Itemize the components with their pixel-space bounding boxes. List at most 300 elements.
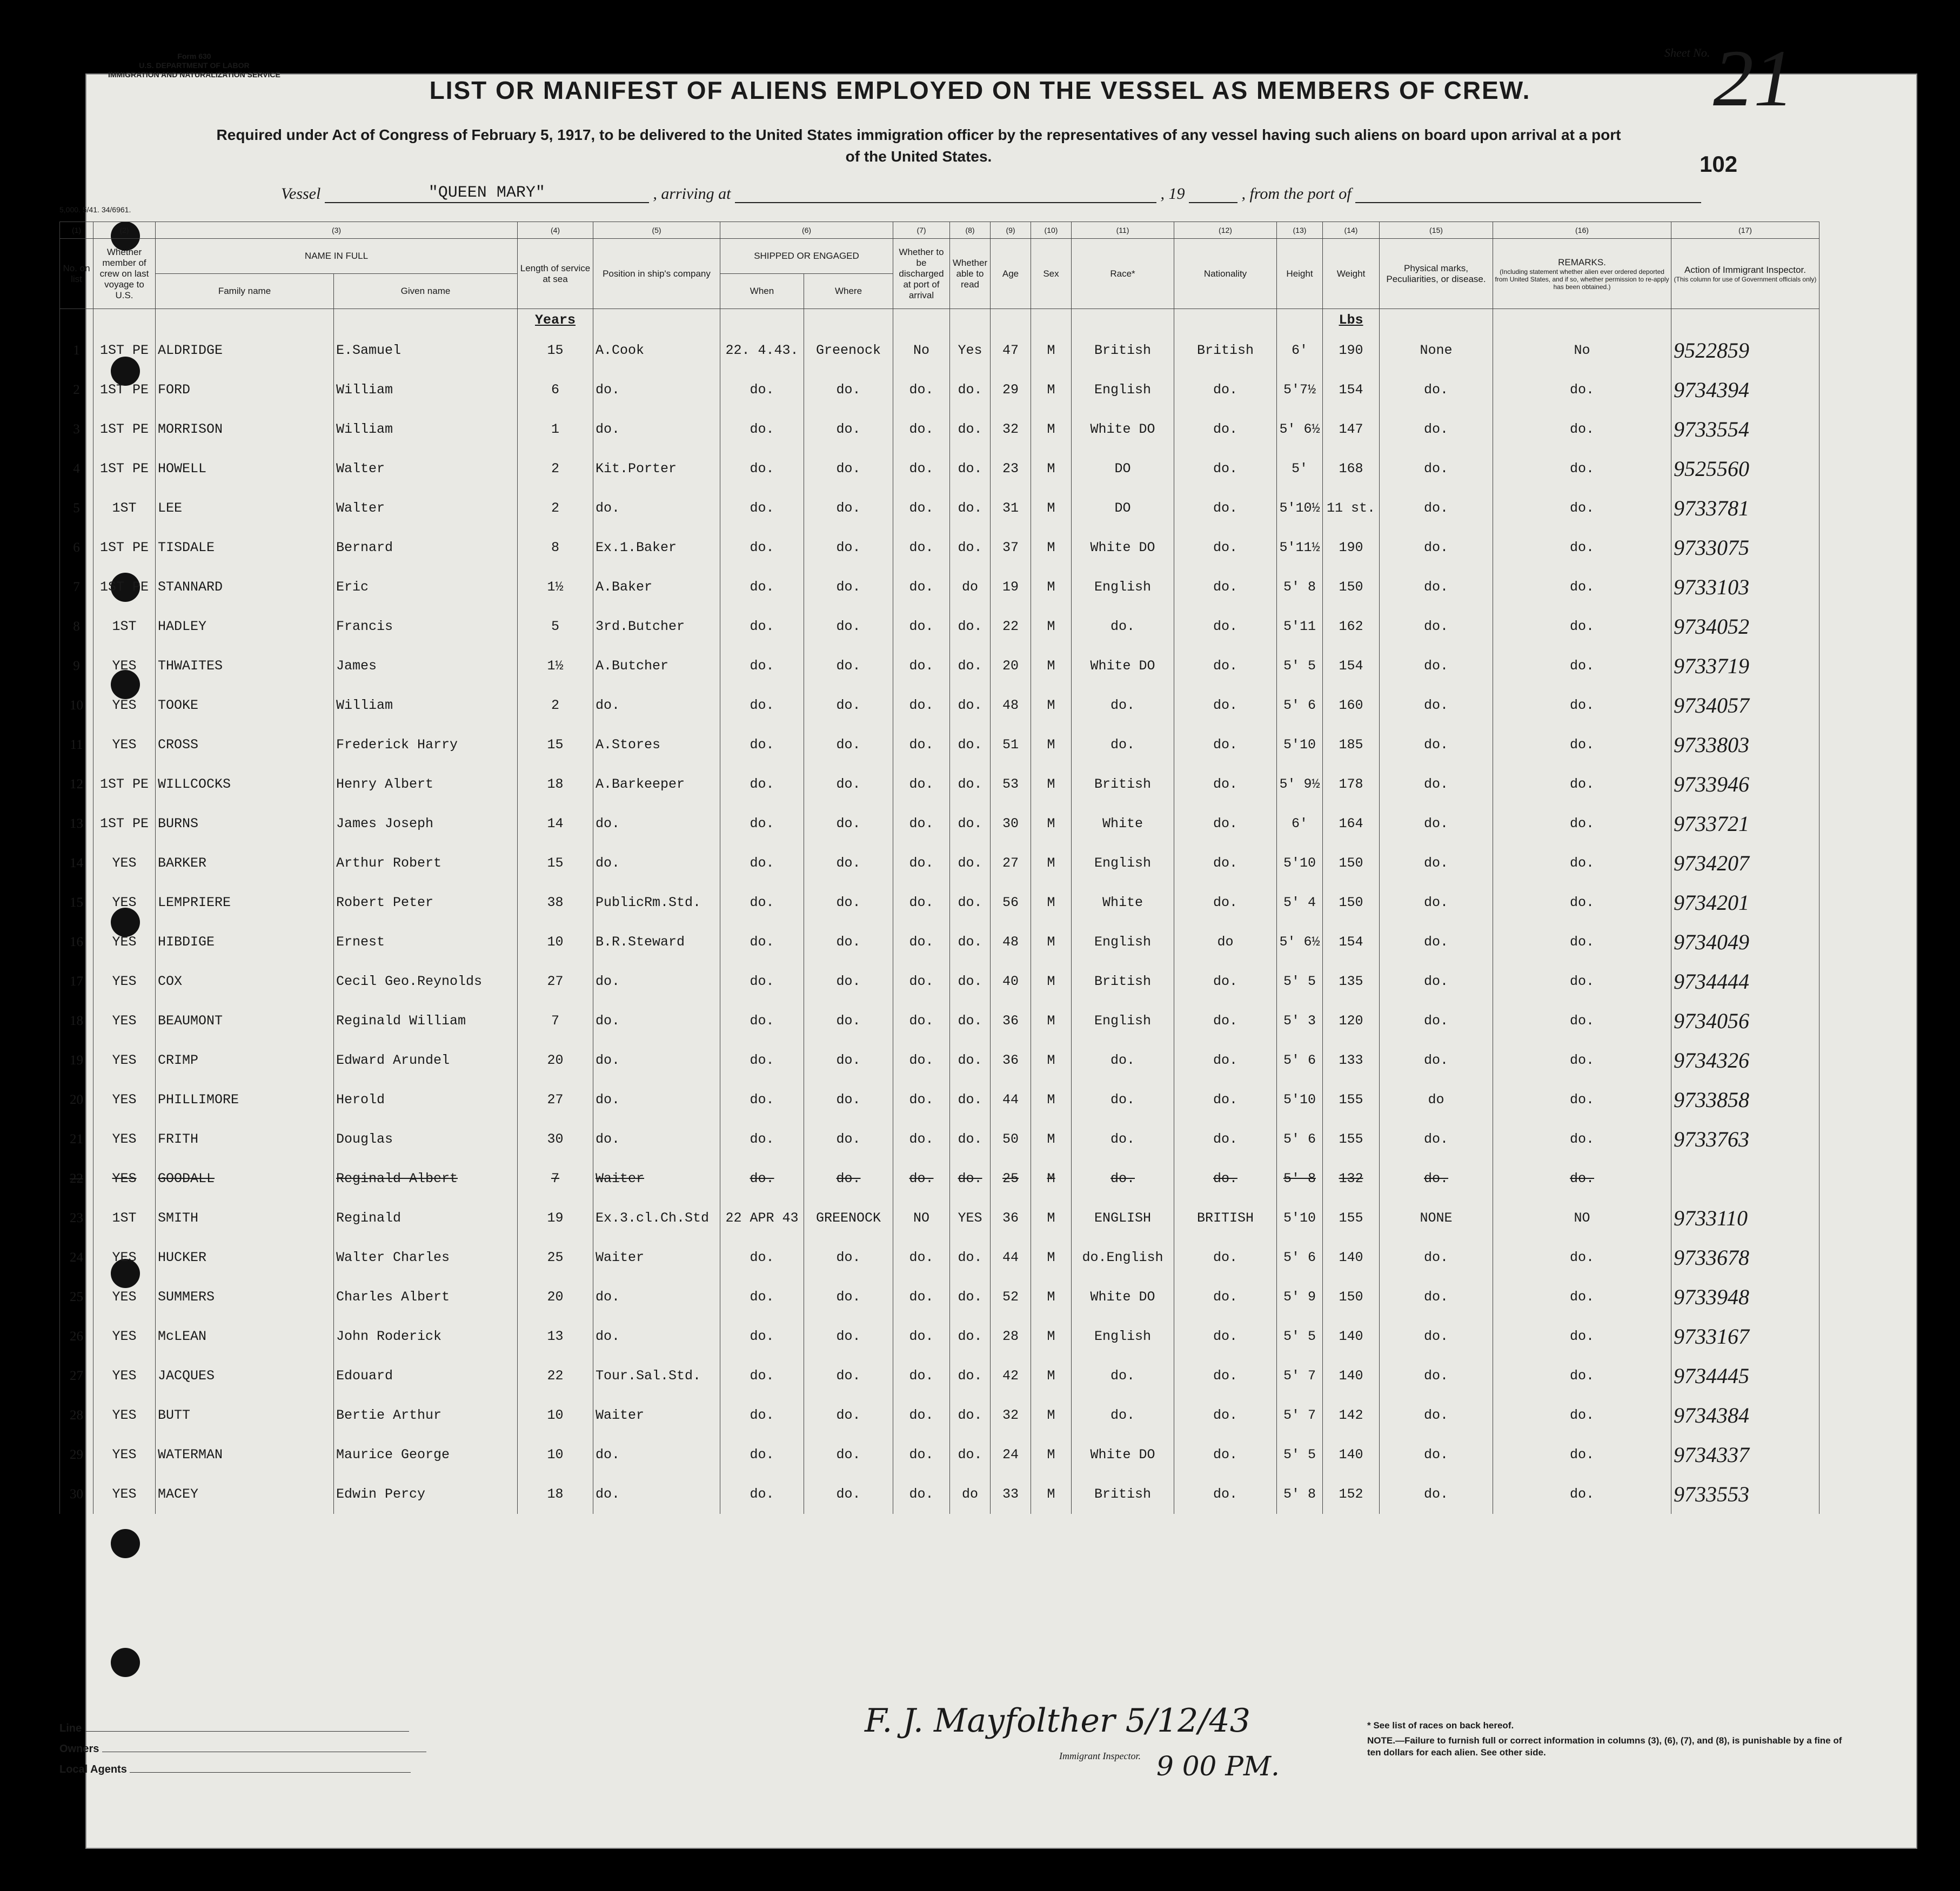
cell-service-years: 15 bbox=[518, 331, 593, 370]
cell-weight: 152 bbox=[1323, 1474, 1380, 1514]
cell-position: do. bbox=[593, 488, 720, 528]
cell-row-number: 30 bbox=[60, 1474, 93, 1514]
cell-discharged: do. bbox=[893, 528, 950, 567]
cell-able-to-read: do. bbox=[950, 686, 991, 725]
cell-age: 25 bbox=[991, 1159, 1031, 1198]
cell-shipped-when: do. bbox=[720, 370, 804, 410]
cell-remarks: do. bbox=[1493, 1001, 1671, 1041]
cell-remarks: do. bbox=[1493, 686, 1671, 725]
cell-given-name: Maurice George bbox=[334, 1435, 518, 1474]
cell-nationality: do. bbox=[1174, 1396, 1277, 1435]
header-no-on-list: No. on list bbox=[60, 239, 93, 309]
cell-position: do. bbox=[593, 1041, 720, 1080]
cell-remarks: do. bbox=[1493, 567, 1671, 607]
cell-position: do. bbox=[593, 1001, 720, 1041]
cell-height: 5' 7 bbox=[1277, 1396, 1323, 1435]
cell-nationality: do. bbox=[1174, 410, 1277, 449]
cell-row-number: 20 bbox=[60, 1080, 93, 1119]
cell-able-to-read: do. bbox=[950, 370, 991, 410]
cell-weight: 190 bbox=[1323, 331, 1380, 370]
cell-race: do. bbox=[1072, 1396, 1174, 1435]
cell-height: 5' 9 bbox=[1277, 1277, 1323, 1317]
cell-position: do. bbox=[593, 843, 720, 883]
cell-given-name: Walter bbox=[334, 449, 518, 488]
cell-service-years: 15 bbox=[518, 843, 593, 883]
cell-row-number: 25 bbox=[60, 1277, 93, 1317]
crew-row bbox=[60, 1041, 1819, 1080]
cell-age: 47 bbox=[991, 331, 1031, 370]
cell-position: A.Cook bbox=[593, 331, 720, 370]
cell-position: do. bbox=[593, 804, 720, 843]
cell-service-years: 20 bbox=[518, 1277, 593, 1317]
cell-last-voyage: YES bbox=[93, 1119, 156, 1159]
cell-shipped-where: do. bbox=[804, 1435, 893, 1474]
cell-height: 5'11 bbox=[1277, 607, 1323, 646]
cell-sex: M bbox=[1031, 1119, 1072, 1159]
cell-sex: M bbox=[1031, 1317, 1072, 1356]
cell-shipped-where: do. bbox=[804, 1356, 893, 1396]
cell-sex: M bbox=[1031, 607, 1072, 646]
cell-inspector-action: 9734207 bbox=[1671, 843, 1819, 883]
cell-given-name: Francis bbox=[334, 607, 518, 646]
cell-discharged: do. bbox=[893, 567, 950, 607]
cell-service-years: 6 bbox=[518, 370, 593, 410]
crew-row bbox=[60, 1396, 1819, 1435]
cell-able-to-read: do. bbox=[950, 1435, 991, 1474]
cell-height: 5' 6 bbox=[1277, 1119, 1323, 1159]
cell-race: ENGLISH bbox=[1072, 1198, 1174, 1238]
cell-physical-marks: NONE bbox=[1380, 1198, 1493, 1238]
cell-family-name: MACEY bbox=[156, 1474, 334, 1514]
cell-remarks: do. bbox=[1493, 1041, 1671, 1080]
crew-row bbox=[60, 1356, 1819, 1396]
cell-shipped-where: Greenock bbox=[804, 331, 893, 370]
cell-inspector-action: 9733948 bbox=[1671, 1277, 1819, 1317]
cell-inspector-action: 9733721 bbox=[1671, 804, 1819, 843]
cell-discharged: NO bbox=[893, 1198, 950, 1238]
cell-shipped-where: do. bbox=[804, 1001, 893, 1041]
from-port-field bbox=[1355, 202, 1701, 203]
cell-able-to-read: do. bbox=[950, 1119, 991, 1159]
cell-height: 5' 6½ bbox=[1277, 922, 1323, 962]
cell-able-to-read: do. bbox=[950, 725, 991, 765]
cell-age: 36 bbox=[991, 1198, 1031, 1238]
crew-row bbox=[60, 1317, 1819, 1356]
cell-row-number: 4 bbox=[60, 449, 93, 488]
cell-age: 42 bbox=[991, 1356, 1031, 1396]
cell-shipped-when: do. bbox=[720, 725, 804, 765]
line-label: Line bbox=[59, 1722, 82, 1734]
cell-age: 23 bbox=[991, 449, 1031, 488]
cell-position: Ex.1.Baker bbox=[593, 528, 720, 567]
cell-discharged: do. bbox=[893, 410, 950, 449]
cell-shipped-where: do. bbox=[804, 1317, 893, 1356]
cell-family-name: THWAITES bbox=[156, 646, 334, 686]
line-field bbox=[85, 1731, 409, 1732]
vessel-line bbox=[281, 184, 1701, 203]
cell-remarks: No bbox=[1493, 331, 1671, 370]
cell-physical-marks: do. bbox=[1380, 1001, 1493, 1041]
cell-shipped-when: do. bbox=[720, 1001, 804, 1041]
cell-sex: M bbox=[1031, 1277, 1072, 1317]
cell-sex: M bbox=[1031, 410, 1072, 449]
cell-weight: 168 bbox=[1323, 449, 1380, 488]
cell-inspector-action: 9734201 bbox=[1671, 883, 1819, 922]
header-discharged: Whether to be discharged at port of arrival bbox=[893, 239, 950, 309]
cell-age: 30 bbox=[991, 804, 1031, 843]
cell-shipped-where: do. bbox=[804, 1474, 893, 1514]
cell-family-name: JACQUES bbox=[156, 1356, 334, 1396]
binder-hole bbox=[111, 1529, 140, 1558]
year-label: , 19 bbox=[1160, 185, 1185, 203]
cell-given-name: Bertie Arthur bbox=[334, 1396, 518, 1435]
cell-able-to-read: Yes bbox=[950, 331, 991, 370]
cell-age: 28 bbox=[991, 1317, 1031, 1356]
cell-shipped-when: do. bbox=[720, 962, 804, 1001]
cell-shipped-where: do. bbox=[804, 922, 893, 962]
cell-race: do. bbox=[1072, 1356, 1174, 1396]
cell-height: 5' 6 bbox=[1277, 686, 1323, 725]
cell-row-number: 11 bbox=[60, 725, 93, 765]
cell-physical-marks: do. bbox=[1380, 370, 1493, 410]
cell-sex: M bbox=[1031, 528, 1072, 567]
cell-weight: 162 bbox=[1323, 607, 1380, 646]
cell-race: do. bbox=[1072, 686, 1174, 725]
cell-position: do. bbox=[593, 1474, 720, 1514]
cell-shipped-where: do. bbox=[804, 646, 893, 686]
cell-age: 53 bbox=[991, 765, 1031, 804]
cell-weight: 150 bbox=[1323, 1277, 1380, 1317]
cell-service-years: 1 bbox=[518, 410, 593, 449]
crew-manifest-table bbox=[59, 222, 1819, 1514]
cell-last-voyage: YES bbox=[93, 1001, 156, 1041]
cell-row-number: 10 bbox=[60, 686, 93, 725]
cell-weight: 155 bbox=[1323, 1198, 1380, 1238]
cell-service-years: 38 bbox=[518, 883, 593, 922]
cell-shipped-when: do. bbox=[720, 567, 804, 607]
cell-race: English bbox=[1072, 567, 1174, 607]
header-remarks bbox=[1493, 239, 1671, 309]
cell-position: A.Stores bbox=[593, 725, 720, 765]
cell-row-number: 18 bbox=[60, 1001, 93, 1041]
cell-age: 20 bbox=[991, 646, 1031, 686]
header-race: Race* bbox=[1072, 239, 1174, 309]
cell-given-name: Edouard bbox=[334, 1356, 518, 1396]
cell-row-number: 14 bbox=[60, 843, 93, 883]
column-number: (3) bbox=[156, 222, 518, 239]
column-number: (17) bbox=[1671, 222, 1819, 239]
cell-position: do. bbox=[593, 1435, 720, 1474]
cell-sex: M bbox=[1031, 765, 1072, 804]
cell-family-name: CRIMP bbox=[156, 1041, 334, 1080]
column-number: (11) bbox=[1072, 222, 1174, 239]
cell-last-voyage: YES bbox=[93, 1080, 156, 1119]
crew-row bbox=[60, 331, 1819, 370]
cell-height: 5' 7 bbox=[1277, 1356, 1323, 1396]
cell-sex: M bbox=[1031, 370, 1072, 410]
cell-shipped-when: do. bbox=[720, 410, 804, 449]
cell-discharged: do. bbox=[893, 725, 950, 765]
cell-race: White bbox=[1072, 804, 1174, 843]
cell-discharged: do. bbox=[893, 765, 950, 804]
cell-height: 5' bbox=[1277, 449, 1323, 488]
cell-sex: M bbox=[1031, 1001, 1072, 1041]
column-number: (14) bbox=[1323, 222, 1380, 239]
cell-sex: M bbox=[1031, 804, 1072, 843]
cell-able-to-read: do. bbox=[950, 1238, 991, 1277]
cell-physical-marks: do. bbox=[1380, 528, 1493, 567]
cell-weight: 185 bbox=[1323, 725, 1380, 765]
cell-sex: M bbox=[1031, 883, 1072, 922]
cell-given-name: Robert Peter bbox=[334, 883, 518, 922]
cell-discharged: do. bbox=[893, 1356, 950, 1396]
cell-physical-marks: do. bbox=[1380, 725, 1493, 765]
crew-row bbox=[60, 1435, 1819, 1474]
footer-notes bbox=[1367, 1720, 1843, 1762]
cell-discharged: do. bbox=[893, 686, 950, 725]
cell-position: Waiter bbox=[593, 1396, 720, 1435]
cell-sex: M bbox=[1031, 1474, 1072, 1514]
cell-age: 44 bbox=[991, 1080, 1031, 1119]
cell-family-name: SUMMERS bbox=[156, 1277, 334, 1317]
cell-remarks: do. bbox=[1493, 1277, 1671, 1317]
cell-row-number: 23 bbox=[60, 1198, 93, 1238]
cell-inspector-action: 9733553 bbox=[1671, 1474, 1819, 1514]
cell-height: 5' 8 bbox=[1277, 1474, 1323, 1514]
service-unit: Years bbox=[518, 309, 593, 331]
column-number: (9) bbox=[991, 222, 1031, 239]
crew-row bbox=[60, 804, 1819, 843]
cell-last-voyage: 1ST bbox=[93, 1198, 156, 1238]
cell-position: do. bbox=[593, 686, 720, 725]
cell-position: do. bbox=[593, 1119, 720, 1159]
cell-able-to-read: do. bbox=[950, 646, 991, 686]
cell-race: do. bbox=[1072, 1041, 1174, 1080]
cell-last-voyage: 1ST PE bbox=[93, 765, 156, 804]
cell-race: do. bbox=[1072, 607, 1174, 646]
cell-inspector-action: 9733946 bbox=[1671, 765, 1819, 804]
cell-age: 48 bbox=[991, 922, 1031, 962]
cell-nationality: do. bbox=[1174, 686, 1277, 725]
cell-nationality: do. bbox=[1174, 1238, 1277, 1277]
cell-shipped-where: do. bbox=[804, 449, 893, 488]
header-physical-marks: Physical marks, Peculiarities, or disease. bbox=[1380, 239, 1493, 309]
cell-able-to-read: do. bbox=[950, 410, 991, 449]
cell-sex: M bbox=[1031, 488, 1072, 528]
header-where: Where bbox=[804, 274, 893, 309]
cell-physical-marks: do. bbox=[1380, 567, 1493, 607]
cell-given-name: Charles Albert bbox=[334, 1277, 518, 1317]
cell-service-years: 15 bbox=[518, 725, 593, 765]
cell-physical-marks: do. bbox=[1380, 607, 1493, 646]
cell-physical-marks: do. bbox=[1380, 765, 1493, 804]
crew-row bbox=[60, 528, 1819, 567]
cell-age: 19 bbox=[991, 567, 1031, 607]
cell-family-name: BUTT bbox=[156, 1396, 334, 1435]
cell-last-voyage: YES bbox=[93, 1356, 156, 1396]
cell-physical-marks: do. bbox=[1380, 449, 1493, 488]
cell-position: do. bbox=[593, 1317, 720, 1356]
cell-able-to-read: do. bbox=[950, 765, 991, 804]
cell-shipped-where: do. bbox=[804, 567, 893, 607]
cell-row-number: 26 bbox=[60, 1317, 93, 1356]
cell-age: 36 bbox=[991, 1001, 1031, 1041]
cell-given-name: John Roderick bbox=[334, 1317, 518, 1356]
cell-remarks: do. bbox=[1493, 370, 1671, 410]
cell-inspector-action: 9733103 bbox=[1671, 567, 1819, 607]
cell-row-number: 27 bbox=[60, 1356, 93, 1396]
cell-weight: 160 bbox=[1323, 686, 1380, 725]
header-last-voyage: Whether member of crew on last voyage to U.S. bbox=[93, 239, 156, 309]
header-inspector-title: Action of Immigrant Inspector. bbox=[1684, 264, 1806, 275]
crew-row bbox=[60, 843, 1819, 883]
cell-row-number: 24 bbox=[60, 1238, 93, 1277]
service-name: IMMIGRATION AND NATURALIZATION SERVICE bbox=[108, 70, 280, 79]
cell-last-voyage: YES bbox=[93, 1238, 156, 1277]
cell-sex: M bbox=[1031, 1356, 1072, 1396]
header-able-to-read: Whether able to read bbox=[950, 239, 991, 309]
cell-discharged: do. bbox=[893, 1474, 950, 1514]
cell-age: 24 bbox=[991, 1435, 1031, 1474]
cell-discharged: do. bbox=[893, 804, 950, 843]
cell-sex: M bbox=[1031, 567, 1072, 607]
cell-able-to-read: do bbox=[950, 567, 991, 607]
cell-remarks: do. bbox=[1493, 1396, 1671, 1435]
cell-race: White DO bbox=[1072, 1277, 1174, 1317]
cell-family-name: BARKER bbox=[156, 843, 334, 883]
cell-shipped-when: do. bbox=[720, 1435, 804, 1474]
cell-shipped-where: do. bbox=[804, 528, 893, 567]
cell-age: 51 bbox=[991, 725, 1031, 765]
cell-height: 5' 5 bbox=[1277, 1317, 1323, 1356]
cell-remarks: do. bbox=[1493, 843, 1671, 883]
cell-last-voyage: YES bbox=[93, 962, 156, 1001]
cell-inspector-action bbox=[1671, 1159, 1819, 1198]
cell-race: White DO bbox=[1072, 646, 1174, 686]
vessel-label: Vessel bbox=[281, 185, 321, 203]
cell-last-voyage: YES bbox=[93, 686, 156, 725]
cell-weight: 190 bbox=[1323, 528, 1380, 567]
cell-remarks: do. bbox=[1493, 804, 1671, 843]
cell-shipped-when: do. bbox=[720, 686, 804, 725]
cell-weight: 120 bbox=[1323, 1001, 1380, 1041]
cell-height: 5' 5 bbox=[1277, 962, 1323, 1001]
column-number: (2) bbox=[93, 222, 156, 239]
cell-height: 5' 8 bbox=[1277, 1159, 1323, 1198]
cell-service-years: 18 bbox=[518, 1474, 593, 1514]
inspector-signature: F. J. Mayfolther 5/12/43 bbox=[865, 1702, 1250, 1740]
cell-inspector-action: 9733554 bbox=[1671, 410, 1819, 449]
cell-weight: 164 bbox=[1323, 804, 1380, 843]
cell-shipped-when: do. bbox=[720, 1159, 804, 1198]
cell-given-name: James bbox=[334, 646, 518, 686]
cell-given-name: Frederick Harry bbox=[334, 725, 518, 765]
cell-last-voyage: YES bbox=[93, 1474, 156, 1514]
cell-shipped-where: do. bbox=[804, 843, 893, 883]
cell-nationality: do. bbox=[1174, 488, 1277, 528]
cell-remarks: do. bbox=[1493, 607, 1671, 646]
cell-nationality: do. bbox=[1174, 1317, 1277, 1356]
cell-service-years: 10 bbox=[518, 922, 593, 962]
cell-weight: 150 bbox=[1323, 843, 1380, 883]
cell-service-years: 8 bbox=[518, 528, 593, 567]
cell-race: White DO bbox=[1072, 528, 1174, 567]
cell-last-voyage: 1ST bbox=[93, 488, 156, 528]
cell-discharged: do. bbox=[893, 1159, 950, 1198]
cell-last-voyage: YES bbox=[93, 725, 156, 765]
cell-age: 31 bbox=[991, 488, 1031, 528]
crew-row bbox=[60, 922, 1819, 962]
cell-service-years: 18 bbox=[518, 765, 593, 804]
cell-nationality: do. bbox=[1174, 962, 1277, 1001]
crew-row bbox=[60, 765, 1819, 804]
cell-nationality: do. bbox=[1174, 1277, 1277, 1317]
cell-given-name: Eric bbox=[334, 567, 518, 607]
cell-row-number: 22 bbox=[60, 1159, 93, 1198]
cell-able-to-read: do. bbox=[950, 843, 991, 883]
column-number: (4) bbox=[518, 222, 593, 239]
cell-inspector-action: 9734056 bbox=[1671, 1001, 1819, 1041]
cell-row-number: 2 bbox=[60, 370, 93, 410]
cell-able-to-read: do bbox=[950, 1474, 991, 1514]
cell-position: PublicRm.Std. bbox=[593, 883, 720, 922]
header-given-name: Given name bbox=[334, 274, 518, 309]
cell-race: do.English bbox=[1072, 1238, 1174, 1277]
cell-family-name: HUCKER bbox=[156, 1238, 334, 1277]
cell-able-to-read: do. bbox=[950, 1080, 991, 1119]
cell-remarks: do. bbox=[1493, 1474, 1671, 1514]
cell-service-years: 7 bbox=[518, 1001, 593, 1041]
crew-row bbox=[60, 1001, 1819, 1041]
cell-shipped-where: do. bbox=[804, 804, 893, 843]
cell-row-number: 5 bbox=[60, 488, 93, 528]
cell-nationality: do. bbox=[1174, 449, 1277, 488]
year-field bbox=[1189, 202, 1237, 203]
cell-inspector-action: 9734394 bbox=[1671, 370, 1819, 410]
cell-nationality: do. bbox=[1174, 804, 1277, 843]
cell-last-voyage: YES bbox=[93, 1277, 156, 1317]
cell-sex: M bbox=[1031, 331, 1072, 370]
cell-nationality: do. bbox=[1174, 607, 1277, 646]
column-number: (5) bbox=[593, 222, 720, 239]
cell-height: 5'10 bbox=[1277, 843, 1323, 883]
cell-remarks: do. bbox=[1493, 449, 1671, 488]
cell-physical-marks: do. bbox=[1380, 1474, 1493, 1514]
cell-age: 32 bbox=[991, 410, 1031, 449]
cell-shipped-where: do. bbox=[804, 410, 893, 449]
cell-family-name: PHILLIMORE bbox=[156, 1080, 334, 1119]
cell-discharged: do. bbox=[893, 1317, 950, 1356]
cell-last-voyage: 1ST PE bbox=[93, 331, 156, 370]
cell-shipped-when: do. bbox=[720, 843, 804, 883]
cell-nationality: do. bbox=[1174, 567, 1277, 607]
cell-able-to-read: do. bbox=[950, 1317, 991, 1356]
cell-nationality: do. bbox=[1174, 1080, 1277, 1119]
cell-able-to-read: do. bbox=[950, 1396, 991, 1435]
cell-inspector-action: 9733110 bbox=[1671, 1198, 1819, 1238]
cell-family-name: McLEAN bbox=[156, 1317, 334, 1356]
cell-height: 5' 6 bbox=[1277, 1041, 1323, 1080]
cell-position: A.Butcher bbox=[593, 646, 720, 686]
cell-last-voyage: YES bbox=[93, 1317, 156, 1356]
cell-inspector-action: 9734326 bbox=[1671, 1041, 1819, 1080]
cell-discharged: do. bbox=[893, 1396, 950, 1435]
cell-weight: 140 bbox=[1323, 1238, 1380, 1277]
cell-race: British bbox=[1072, 1474, 1174, 1514]
cell-nationality: do. bbox=[1174, 843, 1277, 883]
header-length-of-service: Length of service at sea bbox=[518, 239, 593, 309]
cell-age: 40 bbox=[991, 962, 1031, 1001]
